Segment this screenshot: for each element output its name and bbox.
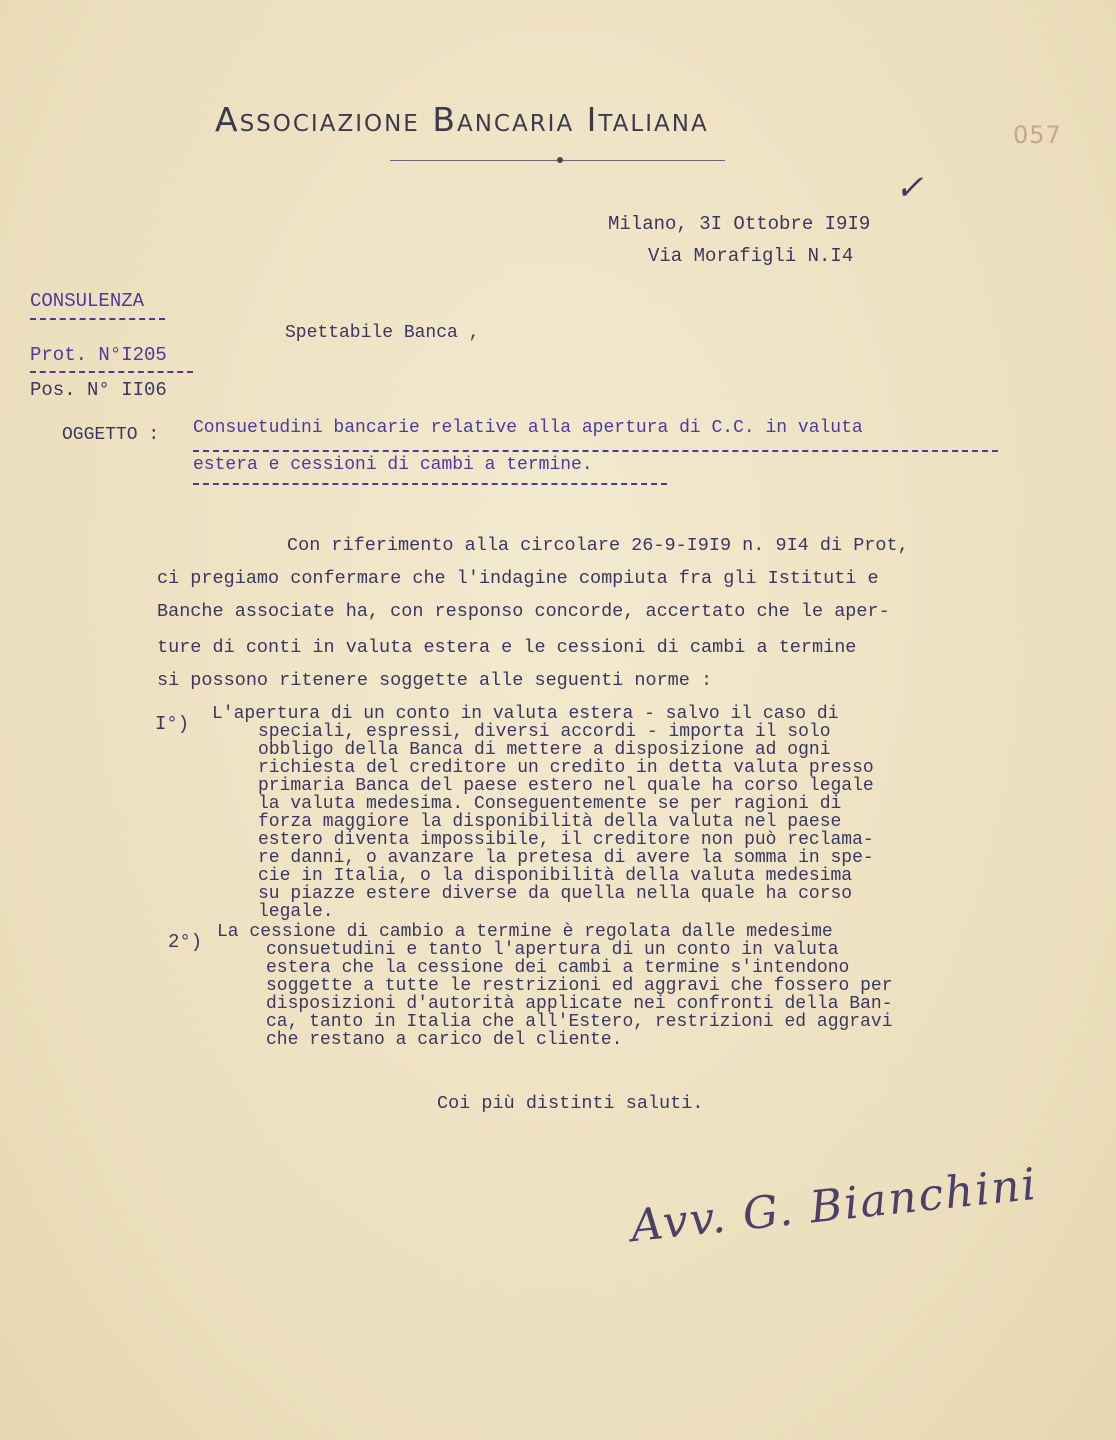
point-1-line: L'apertura di un conto in valuta estera - salvo il caso di	[212, 704, 839, 724]
point-1-number: I°)	[155, 713, 190, 735]
point-2-number: 2°)	[168, 931, 203, 953]
letterhead-title: Associazione Bancaria Italiana	[215, 100, 709, 139]
protocol-underline	[30, 371, 193, 373]
point-1-line: speciali, espressi, diversi accordi - importa il solo	[258, 722, 831, 742]
subject-line-2: estera e cessioni di cambi a termine.	[193, 455, 593, 475]
point-1-line: primaria Banca del paese estero nel quale ha corso legale	[258, 776, 874, 796]
point-1-line: legale.	[258, 902, 334, 922]
position-number: Pos. N° II06	[30, 379, 167, 401]
department-underline	[30, 318, 165, 320]
point-1-line: estero diventa impossibile, il creditore non può reclama-	[258, 830, 874, 850]
intro-line: Con riferimento alla circolare 26-9-I9I9 n. 9I4 di Prot,	[287, 535, 909, 556]
department-label: CONSULENZA	[30, 290, 145, 312]
date-line: Milano, 3I Ottobre I9I9	[608, 213, 871, 235]
point-2-line: consuetudini e tanto l'apertura di un conto in valuta	[266, 940, 839, 960]
point-2-line: che restano a carico del cliente.	[266, 1030, 623, 1050]
handwritten-signature: Avv. G. Bianchini	[628, 1158, 1040, 1253]
point-1-line: la valuta medesima. Conseguentemente se per ragioni di	[258, 794, 842, 814]
point-1-line: re danni, o avanzare la pretesa di avere la somma in spe-	[258, 848, 874, 868]
subject-underline-2	[193, 483, 667, 485]
archive-number: 057	[1013, 121, 1062, 149]
subject-underline-1	[193, 450, 998, 452]
point-2-line: ca, tanto in Italia che all'Estero, restrizioni ed aggravi	[266, 1012, 893, 1032]
point-1-line: forza maggiore la disponibilità della valuta nel paese	[258, 812, 842, 832]
intro-line: ci pregiamo confermare che l'indagine compiuta fra gli Istituti e	[157, 568, 879, 589]
handwritten-mark: ✓	[895, 168, 924, 208]
point-1-line: cie in Italia, o la disponibilità della valuta medesima	[258, 866, 853, 886]
intro-line: Banche associate ha, con responso concorde, accertato che le aper-	[157, 601, 890, 622]
intro-line: ture di conti in valuta estera e le cessioni di cambi a termine	[157, 637, 857, 658]
protocol-number: Prot. N°I205	[30, 344, 167, 366]
subject-line-1: Consuetudini bancarie relative alla apertura di C.C. in valuta	[193, 418, 863, 438]
point-1-line: obbligo della Banca di mettere a disposizione ad ogni	[258, 740, 831, 760]
point-2-line: La cessione di cambio a termine è regolata dalle medesime	[217, 922, 833, 942]
point-1-line: su piazze estere diverse da quella nella quale ha corso	[258, 884, 853, 904]
letterhead-rule-dot	[557, 157, 563, 163]
address-line: Via Morafigli N.I4	[648, 245, 854, 267]
point-2-line: disposizioni d'autorità applicate nei confronti della Ban-	[266, 994, 893, 1014]
closing-line: Coi più distinti saluti.	[437, 1093, 704, 1114]
subject-label: OGGETTO :	[62, 425, 160, 445]
point-2-line: estera che la cessione dei cambi a termine s'intendono	[266, 958, 850, 978]
point-1-line: richiesta del creditore un credito in detta valuta presso	[258, 758, 874, 778]
point-2-line: soggette a tutte le restrizioni ed aggravi che fossero per	[266, 976, 893, 996]
intro-line: si possono ritenere soggette alle seguenti norme :	[157, 670, 713, 691]
salutation: Spettabile Banca ,	[285, 323, 480, 343]
